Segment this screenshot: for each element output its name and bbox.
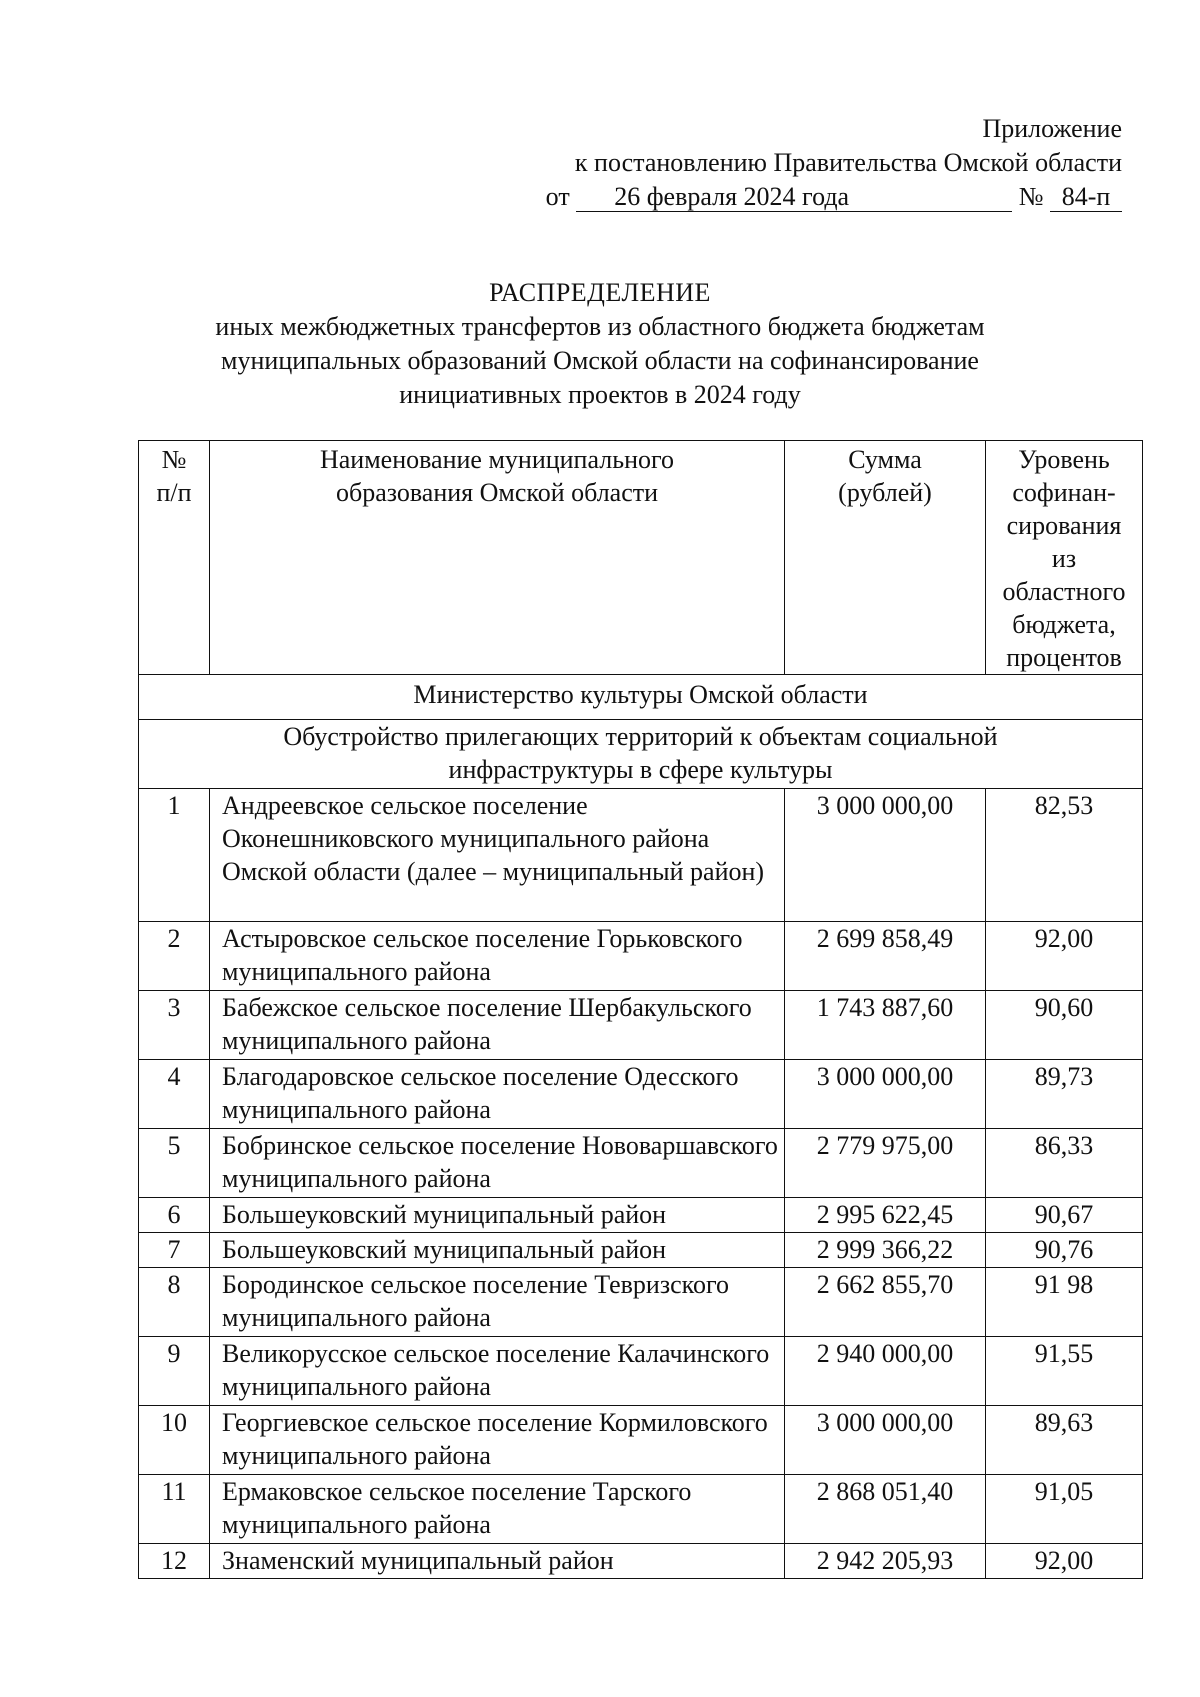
subsection-line-2: инфраструктуры в сфере культуры bbox=[448, 755, 833, 784]
row-municipality-name: Андреевское сельское поселение Оконешниковского муниципального района Омской области (далее – муниципальный район) bbox=[210, 789, 785, 922]
table-row bbox=[139, 1060, 1143, 1129]
table-header-row bbox=[139, 441, 1143, 675]
row-number: 1 bbox=[139, 789, 210, 922]
row-number: 5 bbox=[139, 1129, 210, 1198]
row-level: 92,00 bbox=[986, 1544, 1143, 1579]
row-level: 89,63 bbox=[986, 1406, 1143, 1475]
table-row bbox=[139, 1129, 1143, 1198]
subsection-line-1: Обустройство прилегающих территорий к объектам социальной bbox=[283, 722, 998, 751]
header-number: № п/п bbox=[139, 441, 210, 675]
table-row bbox=[139, 1544, 1143, 1579]
row-sum: 1 743 887,60 bbox=[785, 991, 986, 1060]
row-municipality-name: Астыровское сельское поселение Горьковского муниципального района bbox=[210, 922, 785, 991]
date-number-line bbox=[482, 180, 1122, 214]
row-municipality-name: Бородинское сельское поселение Тевризского муниципального района bbox=[210, 1268, 785, 1337]
subsection-row bbox=[139, 720, 1143, 789]
table-row bbox=[139, 991, 1143, 1060]
row-number: 8 bbox=[139, 1268, 210, 1337]
title-line-3: инициативных проектов в 2024 году bbox=[399, 380, 801, 409]
row-sum: 3 000 000,00 bbox=[785, 789, 986, 922]
row-number: 12 bbox=[139, 1544, 210, 1579]
row-sum: 2 868 051,40 bbox=[785, 1475, 986, 1544]
row-level: 90,67 bbox=[986, 1198, 1143, 1233]
resolution-number: 84-п bbox=[1050, 183, 1122, 212]
row-sum: 2 662 855,70 bbox=[785, 1268, 986, 1337]
row-municipality-name: Бобринское сельское поселение Нововаршавского муниципального района bbox=[210, 1129, 785, 1198]
header-sum: Сумма (рублей) bbox=[785, 441, 986, 675]
header-name: Наименование муниципального образования Омской области bbox=[210, 441, 785, 675]
document-title bbox=[0, 276, 1200, 412]
table-row bbox=[139, 1406, 1143, 1475]
row-number: 10 bbox=[139, 1406, 210, 1475]
row-number: 9 bbox=[139, 1337, 210, 1406]
row-municipality-name: Георгиевское сельское поселение Кормиловского муниципального района bbox=[210, 1406, 785, 1475]
row-number: 6 bbox=[139, 1198, 210, 1233]
row-level: 90,76 bbox=[986, 1233, 1143, 1268]
section-title: Министерство культуры Омской области bbox=[139, 675, 1143, 720]
row-municipality-name: Благодаровское сельское поселение Одесского муниципального района bbox=[210, 1060, 785, 1129]
row-sum: 2 779 975,00 bbox=[785, 1129, 986, 1198]
row-level: 91,55 bbox=[986, 1337, 1143, 1406]
row-municipality-name: Бабежское сельское поселение Шербакульского муниципального района bbox=[210, 991, 785, 1060]
row-number: 3 bbox=[139, 991, 210, 1060]
resolution-reference: к постановлению Правительства Омской области bbox=[574, 148, 1122, 177]
title-line-1: иных межбюджетных трансфертов из областного бюджета бюджетам bbox=[215, 312, 985, 341]
table-row bbox=[139, 1337, 1143, 1406]
row-sum: 2 995 622,45 bbox=[785, 1198, 986, 1233]
row-sum: 2 940 000,00 bbox=[785, 1337, 986, 1406]
table-row bbox=[139, 922, 1143, 991]
row-level: 91,05 bbox=[986, 1475, 1143, 1544]
number-prefix: № bbox=[1018, 182, 1044, 211]
section-row bbox=[139, 675, 1143, 720]
date-prefix: от bbox=[545, 182, 570, 211]
row-sum: 2 699 858,49 bbox=[785, 922, 986, 991]
row-number: 11 bbox=[139, 1475, 210, 1544]
row-sum: 2 999 366,22 bbox=[785, 1233, 986, 1268]
title-line-2: муниципальных образований Омской области на софинансирование bbox=[221, 346, 979, 375]
row-level: 91 98 bbox=[986, 1268, 1143, 1337]
title-main: РАСПРЕДЕЛЕНИЕ bbox=[489, 278, 711, 307]
row-municipality-name: Ермаковское сельское поселение Тарского муниципального района bbox=[210, 1475, 785, 1544]
resolution-date: 26 февраля 2024 года bbox=[576, 183, 1012, 212]
table-row bbox=[139, 789, 1143, 922]
row-sum: 3 000 000,00 bbox=[785, 1060, 986, 1129]
table-row bbox=[139, 1233, 1143, 1268]
table-row bbox=[139, 1198, 1143, 1233]
table-row bbox=[139, 1268, 1143, 1337]
header-level: Уровень софинан- сирования из областного бюджета, процентов bbox=[986, 441, 1143, 675]
row-municipality-name: Большеуковский муниципальный район bbox=[210, 1198, 785, 1233]
row-sum: 3 000 000,00 bbox=[785, 1406, 986, 1475]
row-level: 82,53 bbox=[986, 789, 1143, 922]
row-municipality-name: Большеуковский муниципальный район bbox=[210, 1233, 785, 1268]
subsection-title bbox=[139, 720, 1143, 789]
appendix-label: Приложение bbox=[982, 114, 1122, 143]
distribution-table bbox=[138, 440, 1143, 1579]
row-level: 90,60 bbox=[986, 991, 1143, 1060]
row-sum: 2 942 205,93 bbox=[785, 1544, 986, 1579]
row-level: 86,33 bbox=[986, 1129, 1143, 1198]
row-number: 2 bbox=[139, 922, 210, 991]
appendix-header bbox=[482, 112, 1122, 214]
row-number: 4 bbox=[139, 1060, 210, 1129]
row-level: 92,00 bbox=[986, 922, 1143, 991]
table-row bbox=[139, 1475, 1143, 1544]
row-municipality-name: Великорусское сельское поселение Калачинского муниципального района bbox=[210, 1337, 785, 1406]
row-level: 89,73 bbox=[986, 1060, 1143, 1129]
row-number: 7 bbox=[139, 1233, 210, 1268]
row-municipality-name: Знаменский муниципальный район bbox=[210, 1544, 785, 1579]
